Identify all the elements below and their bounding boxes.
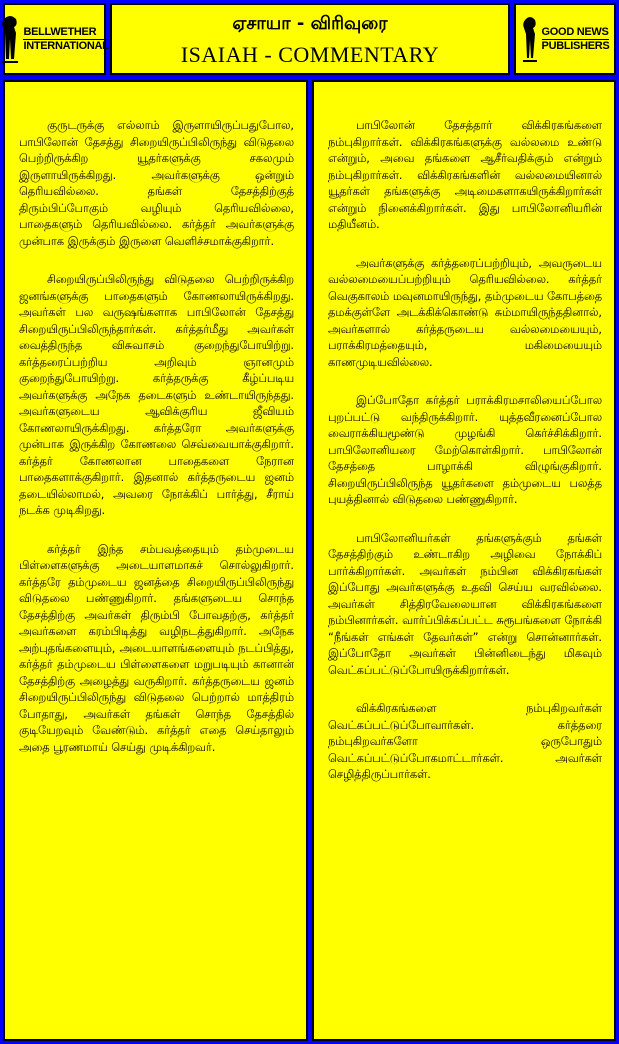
bellwether-ram-icon xyxy=(0,13,20,65)
page-title-tamil: ஏசாயா - விரிவுரை xyxy=(232,13,388,34)
logo-left-line2: INTERNATIONAL xyxy=(23,39,109,52)
logo-right-line1: GOOD NEWS xyxy=(541,25,609,38)
right-column xyxy=(312,80,616,1041)
left-paragraph-2: சிறையிருப்பிலிருந்து விடுதலை பெற்றிருக்கிற ஜனங்களுக்கு பாதைகளும் கோணலாயிருக்கிறது. அவர்கள் பல வருஷங்களாக பாபிலோன் தேசத்து சிறையிருப்பிலிருந்தார்கள். கர்த்தர்மீது அவர்கள் வைத்திருந்த விசுவாசம் குறைந்துபோயிற்று. கர்த்தரைப்பற்றிய அறிவும் ஞானமும் குறைந்துபோயிற்று. கர்த்தருக்கு கீழ்ப்படிய அவர்களுக்கு அநேக தடைகளும் உண்டாயிருந்தது. அவர்களுடைய ஆவிக்குரிய ஜீவியம் கோணலாயிருக்கிறது. கர்த்தரோ அவர்களுக்கு முன்பாக இருக்கிற கோணலை செவ்வையாக்குகிறார். கர்த்தர் கோணலான பாதைகளை நேரான பாதைகளாக்குகிறார். இதனால் கர்த்தருடைய ஜனம் தடையில்லாமல், அவரை நோக்கிப் பார்த்து, சீராய் நடக்க முடிகிறது. xyxy=(19,273,294,517)
page-title-english: ISAIAH - COMMENTARY xyxy=(180,42,440,67)
left-column xyxy=(3,80,308,1041)
good-news-publishers-logo xyxy=(514,3,616,75)
right-paragraph-1: பாபிலோன் தேசத்தார் விக்கிரகங்களை நம்புகிறார்கள். விக்கிரகங்களுக்கு வல்லமை உண்டு என்றும், அவை தங்களை ஆசீர்வதிக்கும் என்றும் நம்புகிறார்கள். விக்கிரகங்களின் வல்லமையினால் யூதர்கள் தங்களுக்கு அடிமைகளாகயிருக்கிறார்கள் என்றும் நினைக்கிறார்கள். இது பாபிலோனியரின் மதியீனம். xyxy=(328,119,602,231)
ram-icon xyxy=(521,14,539,64)
logo-left-line1: BELLWETHER xyxy=(23,26,108,40)
title-box xyxy=(110,3,510,75)
left-paragraph-3: கர்த்தர் இந்த சம்பவத்தையும் தம்முடைய பிள்ளைகளுக்கு அடையாளமாகச் சொல்லுகிறார். கர்த்தரே தம்முடைய ஜனத்தை சிறையிருப்பிலிருந்து விடுதலை பண்ணுகிறார். தங்களுடைய சொந்த தேசத்திற்கு அவர்கள் திரும்பி போவதற்கு, கர்த்தர் அவர்களை கரம்பிடித்து வழிநடத்துகிறார். அநேக அற்புதங்களையும், அடையாளங்களையும் நடப்பித்து, கர்த்தர் தம்முடைய பிள்ளைகளை மறுபடியும் கானான் தேசத்திற்கு அழைத்து வருகிறார். கர்த்தருடைய ஜனம் சிறையிருப்பிலிருந்து விடுதலை பெற்றால் மாத்திரம் போதாது, அவர்கள் தங்கள் சொந்த தேசத்தில் குடியேறவும் வேண்டும். கர்த்தர் எதை செய்தாலும் அதை பூரணமாய் செய்து முடிக்கிறவர். xyxy=(19,542,294,754)
logo-right-line2: PUBLISHERS xyxy=(541,39,610,52)
bellwether-logo xyxy=(3,3,109,75)
right-paragraph-4: பாபிலோனியர்கள் தங்களுக்கும் தங்கள் தேசத்திற்கும் உண்டாகிற அழிவை நோக்கிப் பார்க்கிறார்கள். அவர்கள் நம்பின விக்கிரகங்கள் இப்போது அவர்களுக்கு உதவி செய்ய வரவில்லை. அவர்கள் சித்திரவேலையான விக்கிரகங்களை நம்பினார்கள். வார்ப்பிக்கப்பட்ட சுரூபங்களை நோக்கி “நீங்கள் எங்கள் தேவர்கள்” என்று சொன்னார்கள். இப்போதோ அவர்கள் பின்னிடைந்து மிகவும் வெட்கப்பட்டுப்போயிருக்கிறார்கள். xyxy=(328,531,602,677)
right-paragraph-3: இப்போதோ கர்த்தர் பராக்கிரமசாலியைப்போல புறப்பட்டு வந்திருக்கிறார். யுத்தவீரனைப்போல வைராக்கியமூண்டு முழங்கி கெர்ச்சிக்கிறார். பாபிலோனியரை மேற்கொள்கிறார். பாபிலோன் தேசத்தை பாழாக்கி விழுங்குகிறார். சிறையிருப்பிலிருந்த யூதர்களை தம்முடைய பலத்த புயத்தினால் விடுதலை பண்ணுகிறார். xyxy=(328,394,602,506)
right-paragraph-2: அவர்களுக்கு கர்த்தரைப்பற்றியும், அவருடைய வல்லமையைப்பற்றியும் தெரியவில்லை. கர்த்தர் வெகுகாலம் மவுனமாயிருந்து, தம்முடைய கோபத்தை தமக்குள்ளே அடக்கிக்கொண்டு சும்மாயிருந்ததினால், அவர்களால் கர்த்தருடைய வல்லமையையும், பராக்கிரமத்தையும், மகிமையையும் காணமுடியவில்லை. xyxy=(328,256,602,369)
left-paragraph-1: குருடருக்கு எல்லாம் இருளாயிருப்பதுபோல, பாபிலோன் தேசத்து சிறையிருப்பிலிருந்து விடுதலை பெற்றிருக்கிற யூதர்களுக்கு சகலமும் இருளாயிருக்கிறது. அவர்களுக்கு ஒன்றும் தெரியவில்லை. தங்கள் தேசத்திற்குத் திரும்பிப்போகும் வழியும் தெரியவில்லை, பாதைகளும் தெரியவில்லை. கர்த்தர் அவர்களுக்கு முன்பாக இருக்கும் இருளை வெளிச்சமாக்குகிறார். xyxy=(19,119,294,248)
right-paragraph-5: விக்கிரகங்களை நம்புகிறவர்கள் வெட்கப்பட்டுப்போவார்கள். கர்த்தரை நம்புகிறவர்களோ ஒருபோதும் வெட்கப்பட்டுப்போகமாட்டார்கள். அவர்கள் செழித்திருப்பார்கள். xyxy=(328,702,602,781)
